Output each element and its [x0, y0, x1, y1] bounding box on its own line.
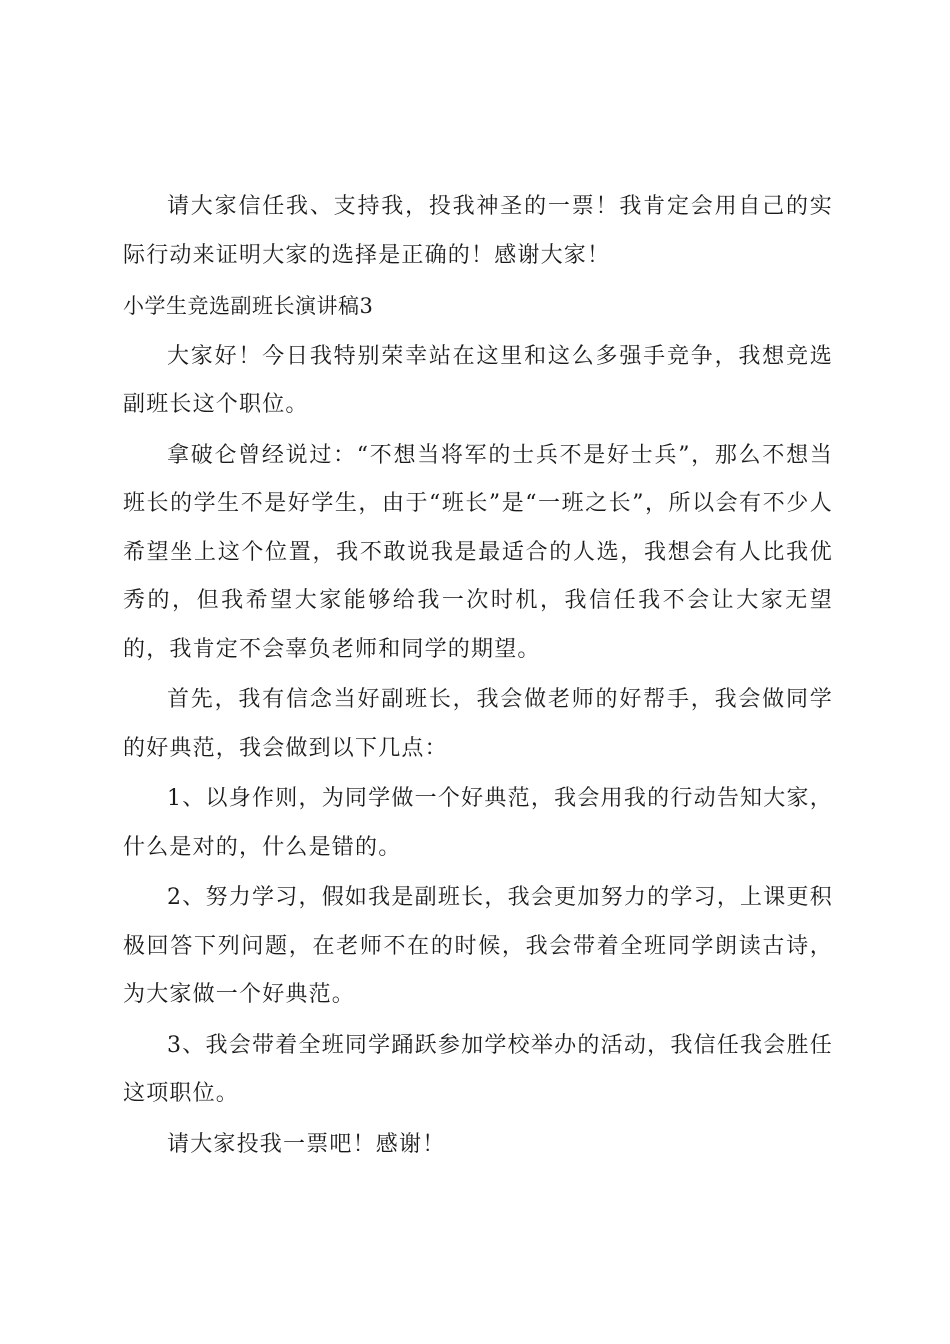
paragraph-confidence: 首先，我有信念当好副班长，我会做老师的好帮手，我会做同学的好典范，我会做到以下几点：: [123, 687, 833, 761]
paragraph-point-3: 3、我会带着全班同学踊跃参加学校举办的活动，我信任我会胜任这项职位。: [123, 1032, 833, 1106]
paragraph-point-2: 2、努力学习，假如我是副班长，我会更加努力的学习，上课更积极回答下列问题，在老师不在的时候，我会带着全班同学朗读古诗，为大家做一个好典范。: [123, 885, 833, 1007]
paragraph-greeting: 大家好！今日我特别荣幸站在这里和这么多强手竞争，我想竞选副班长这个职位。: [123, 343, 833, 417]
document-body: [123, 183, 833, 1171]
paragraph-closing: 请大家投我一票吧！感谢！: [167, 1131, 446, 1157]
paragraph-napoleon-quote: 拿破仑曾经说过：“不想当将军的士兵不是好士兵”，那么不想当班长的学生不是好学生，由于“班长”是“一班之长”，所以会有不少人希望坐上这个位置，我不敢说我是最适合的人选，我想会有人比我优秀的，但我希望大家能够给我一次时机，我信任我不会让大家无望的，我肯定不会辜负老师和同学的期望。: [123, 442, 833, 662]
paragraph-point-1: 1、以身作则，为同学做一个好典范，我会用我的行动告知大家，什么是对的，什么是错的。: [123, 786, 833, 860]
section-title: 小学生竞选副班长演讲稿3: [123, 294, 374, 318]
intro-paragraph: 请大家信任我、支持我，投我神圣的一票！我肯定会用自己的实际行动来证明大家的选择是正确的！感谢大家！: [123, 194, 833, 268]
